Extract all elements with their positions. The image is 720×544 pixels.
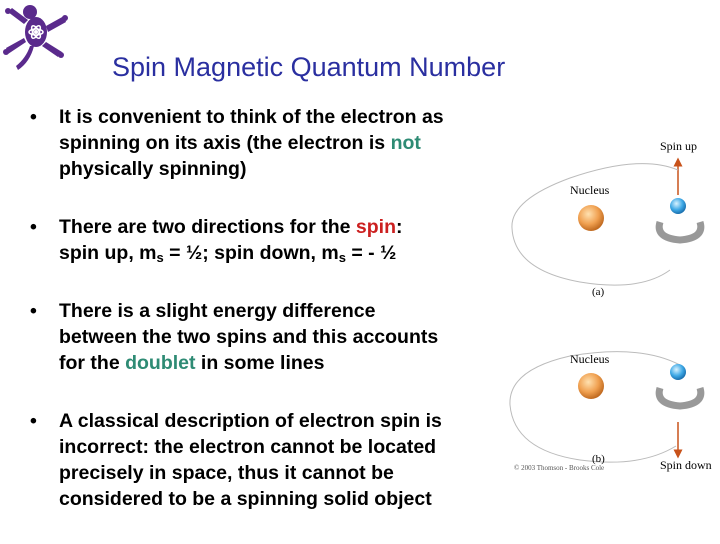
slide-title: Spin Magnetic Quantum Number — [112, 52, 506, 82]
bullet-line: between the two spins and this accounts — [59, 326, 439, 348]
bullet-marker: • — [30, 106, 37, 128]
nucleus-b-icon — [578, 373, 604, 399]
gecko-logo-icon — [2, 2, 70, 74]
electron-spin-figure — [500, 130, 720, 480]
copyright-text: © 2003 Thomson - Brooks Cole — [514, 464, 605, 472]
bullet-line: precisely in space, thus it cannot be — [59, 462, 394, 484]
nucleus-label-b: Nucleus — [570, 352, 610, 366]
highlight-not: not — [390, 132, 421, 154]
bullet-line: There are two directions for the spin: — [59, 216, 403, 238]
bullet-marker: • — [30, 300, 37, 322]
bullet-classical-description — [30, 408, 530, 512]
electron-b-icon — [670, 364, 686, 380]
bullet-line: physically spinning) — [59, 158, 247, 180]
panel-b-label: (b) — [592, 453, 605, 465]
bullet-line: It is convenient to think of the electron as — [59, 106, 444, 128]
bullet-list — [30, 104, 530, 544]
electron-a-icon — [670, 198, 686, 214]
bullet-line: considered to be a spinning solid object — [59, 488, 432, 510]
bullet-line: spinning on its axis (the electron is not — [59, 132, 421, 154]
bullet-line: spin up, $m_s$ = ½; spin down, $m_s$ = - ½ — [59, 242, 397, 265]
panel-a-label: (a) — [592, 286, 605, 298]
bullet-energy-difference — [30, 298, 530, 376]
highlight-doublet: doublet — [125, 352, 196, 374]
rotation-a-icon — [659, 222, 701, 240]
bullet-line: incorrect: the electron cannot be located — [59, 436, 437, 458]
bullet-marker: • — [30, 216, 37, 238]
rotation-b-icon — [659, 388, 701, 406]
spin-down-label: Spin down — [660, 458, 712, 472]
bullet-two-directions — [30, 214, 530, 266]
nucleus-a-icon — [578, 205, 604, 231]
orbit-b-icon — [510, 352, 680, 462]
spin-up-label: Spin up — [660, 139, 698, 153]
bullet-line: for the doublet in some lines — [59, 352, 325, 374]
nucleus-label-a: Nucleus — [570, 183, 610, 197]
bullet-convenient — [30, 104, 530, 182]
highlight-spin: spin — [355, 216, 396, 238]
bullet-marker: • — [30, 410, 37, 432]
bullet-line: There is a slight energy difference — [59, 300, 376, 322]
bullet-line: A classical description of electron spin is — [59, 410, 442, 432]
